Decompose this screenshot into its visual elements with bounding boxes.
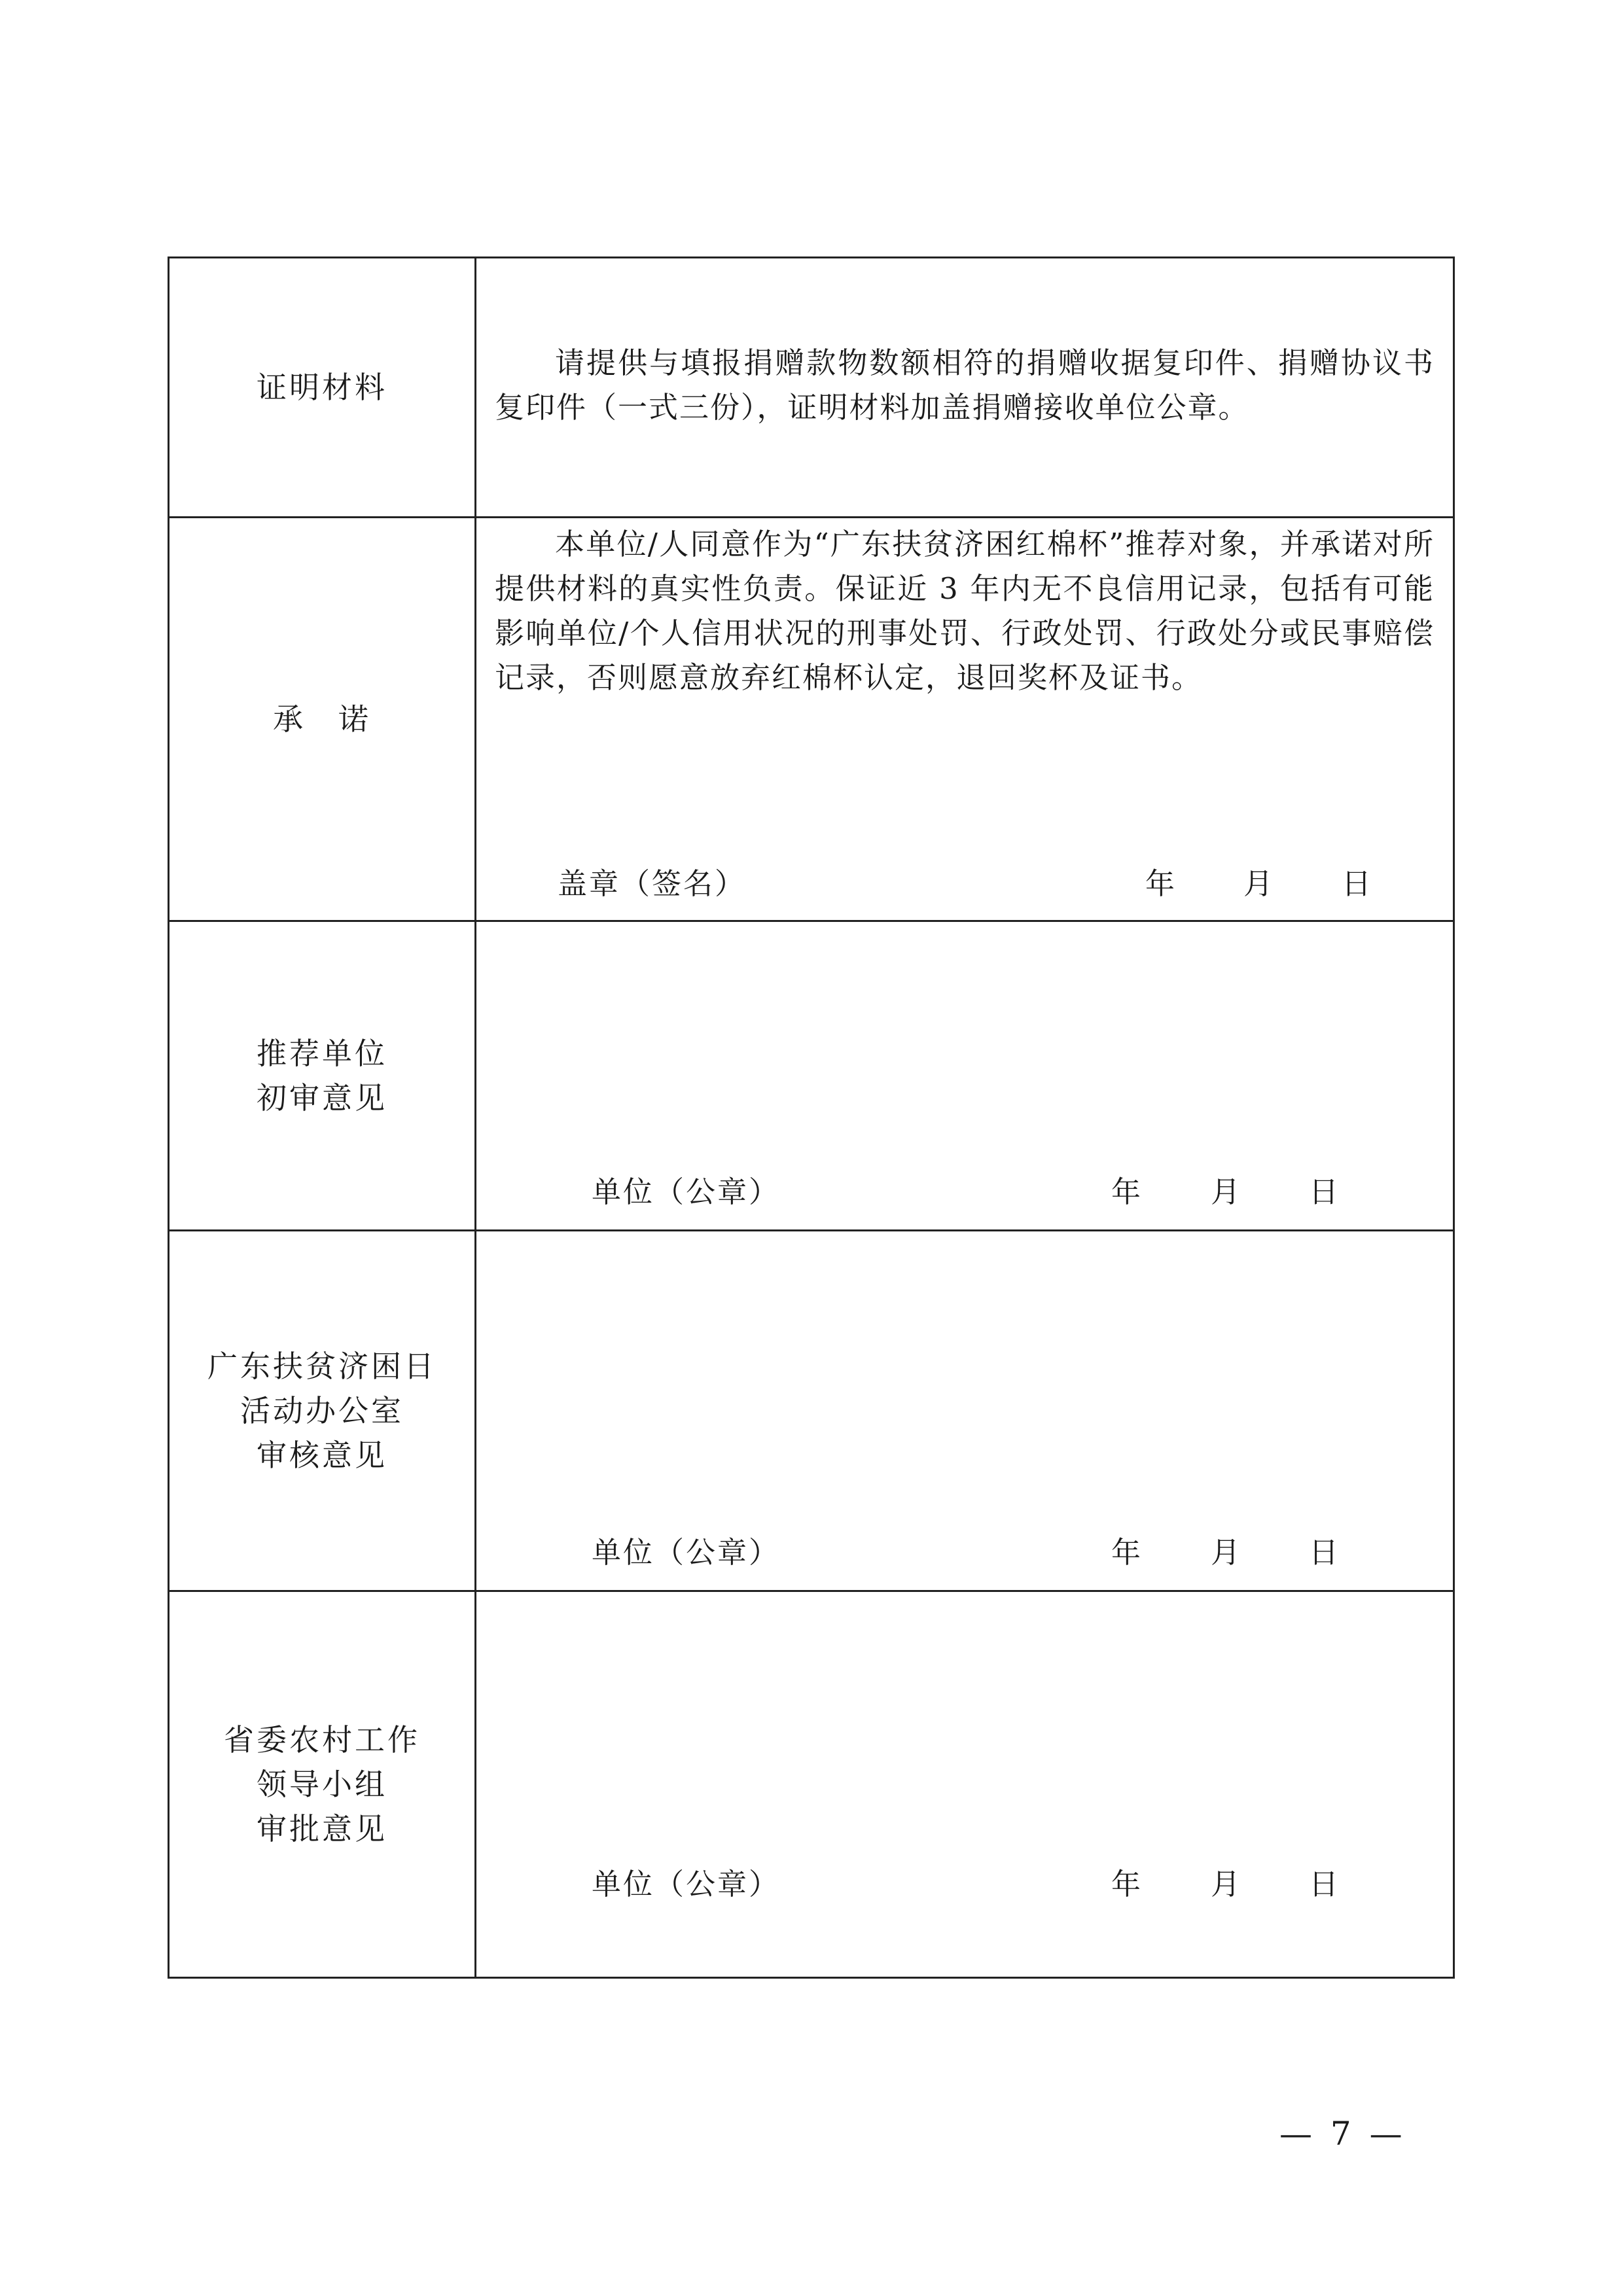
content-materials (476, 258, 1454, 518)
pledge-day-label: 日 (1342, 866, 1372, 901)
label-materials (169, 258, 476, 518)
content-recommend (476, 921, 1454, 1231)
recommend-day-label: 日 (1309, 1174, 1339, 1209)
recommend-seal-label: 单位（公章） (592, 1174, 781, 1209)
content-office (476, 1231, 1454, 1591)
recommend-year-label: 年 (1111, 1174, 1141, 1209)
row-recommend (169, 921, 1454, 1231)
label-pledge-text: 承 诺 (273, 701, 371, 737)
row-leadership (169, 1591, 1454, 1978)
label-leadership-line-2: 领导小组 (257, 1767, 387, 1802)
label-office-line-2: 活动办公室 (240, 1393, 404, 1428)
leadership-day-label: 日 (1309, 1867, 1339, 1901)
row-office (169, 1231, 1454, 1591)
label-recommend-line-1: 推荐单位 (257, 1036, 387, 1071)
label-leadership (169, 1591, 476, 1978)
content-pledge (476, 518, 1454, 921)
leadership-year-label: 年 (1111, 1867, 1141, 1901)
office-seal-label: 单位（公章） (592, 1535, 781, 1570)
pledge-signature-label: 盖章（签名） (558, 866, 747, 901)
approval-form-table (168, 256, 1455, 1979)
content-leadership (476, 1591, 1454, 1978)
label-leadership-line-3: 审批意见 (257, 1811, 387, 1846)
label-pledge (169, 518, 476, 921)
office-day-label: 日 (1309, 1535, 1339, 1570)
leadership-seal-label: 单位（公章） (592, 1867, 781, 1901)
label-recommend (169, 921, 476, 1231)
office-year-label: 年 (1111, 1535, 1141, 1570)
label-leadership-line-1: 省委农村工作 (224, 1722, 420, 1757)
row-materials (169, 258, 1454, 518)
pledge-month-label: 月 (1243, 866, 1274, 901)
label-materials-text: 证明材料 (257, 370, 387, 405)
label-recommend-line-2: 初审意见 (257, 1080, 387, 1116)
page-number: — 7 — (1279, 2115, 1406, 2153)
row-pledge (169, 518, 1454, 921)
pledge-statement: 本单位/人同意作为“广东扶贫济困红棉杯”推荐对象，并承诺对所提供材料的真实性负责。保证近 3 年内无不良信用记录，包括有可能影响单位/个人信用状况的刑事处罚、行政处罚、行政处分或民事赔偿记录，否则愿意放弃红棉杯认定，退回奖杯及证书。 (495, 527, 1435, 695)
materials-instructions: 请提供与填报捐赠款物数额相符的捐赠收据复印件、捐赠协议书复印件（一式三份），证明材料加盖捐赠接收单位公章。 (495, 345, 1435, 425)
office-month-label: 月 (1211, 1535, 1241, 1570)
pledge-year-label: 年 (1145, 866, 1175, 901)
label-office-line-1: 广东扶贫济困日 (207, 1349, 437, 1384)
leadership-month-label: 月 (1211, 1867, 1241, 1901)
label-office (169, 1231, 476, 1591)
label-office-line-3: 审核意见 (257, 1438, 387, 1473)
recommend-month-label: 月 (1211, 1174, 1241, 1209)
